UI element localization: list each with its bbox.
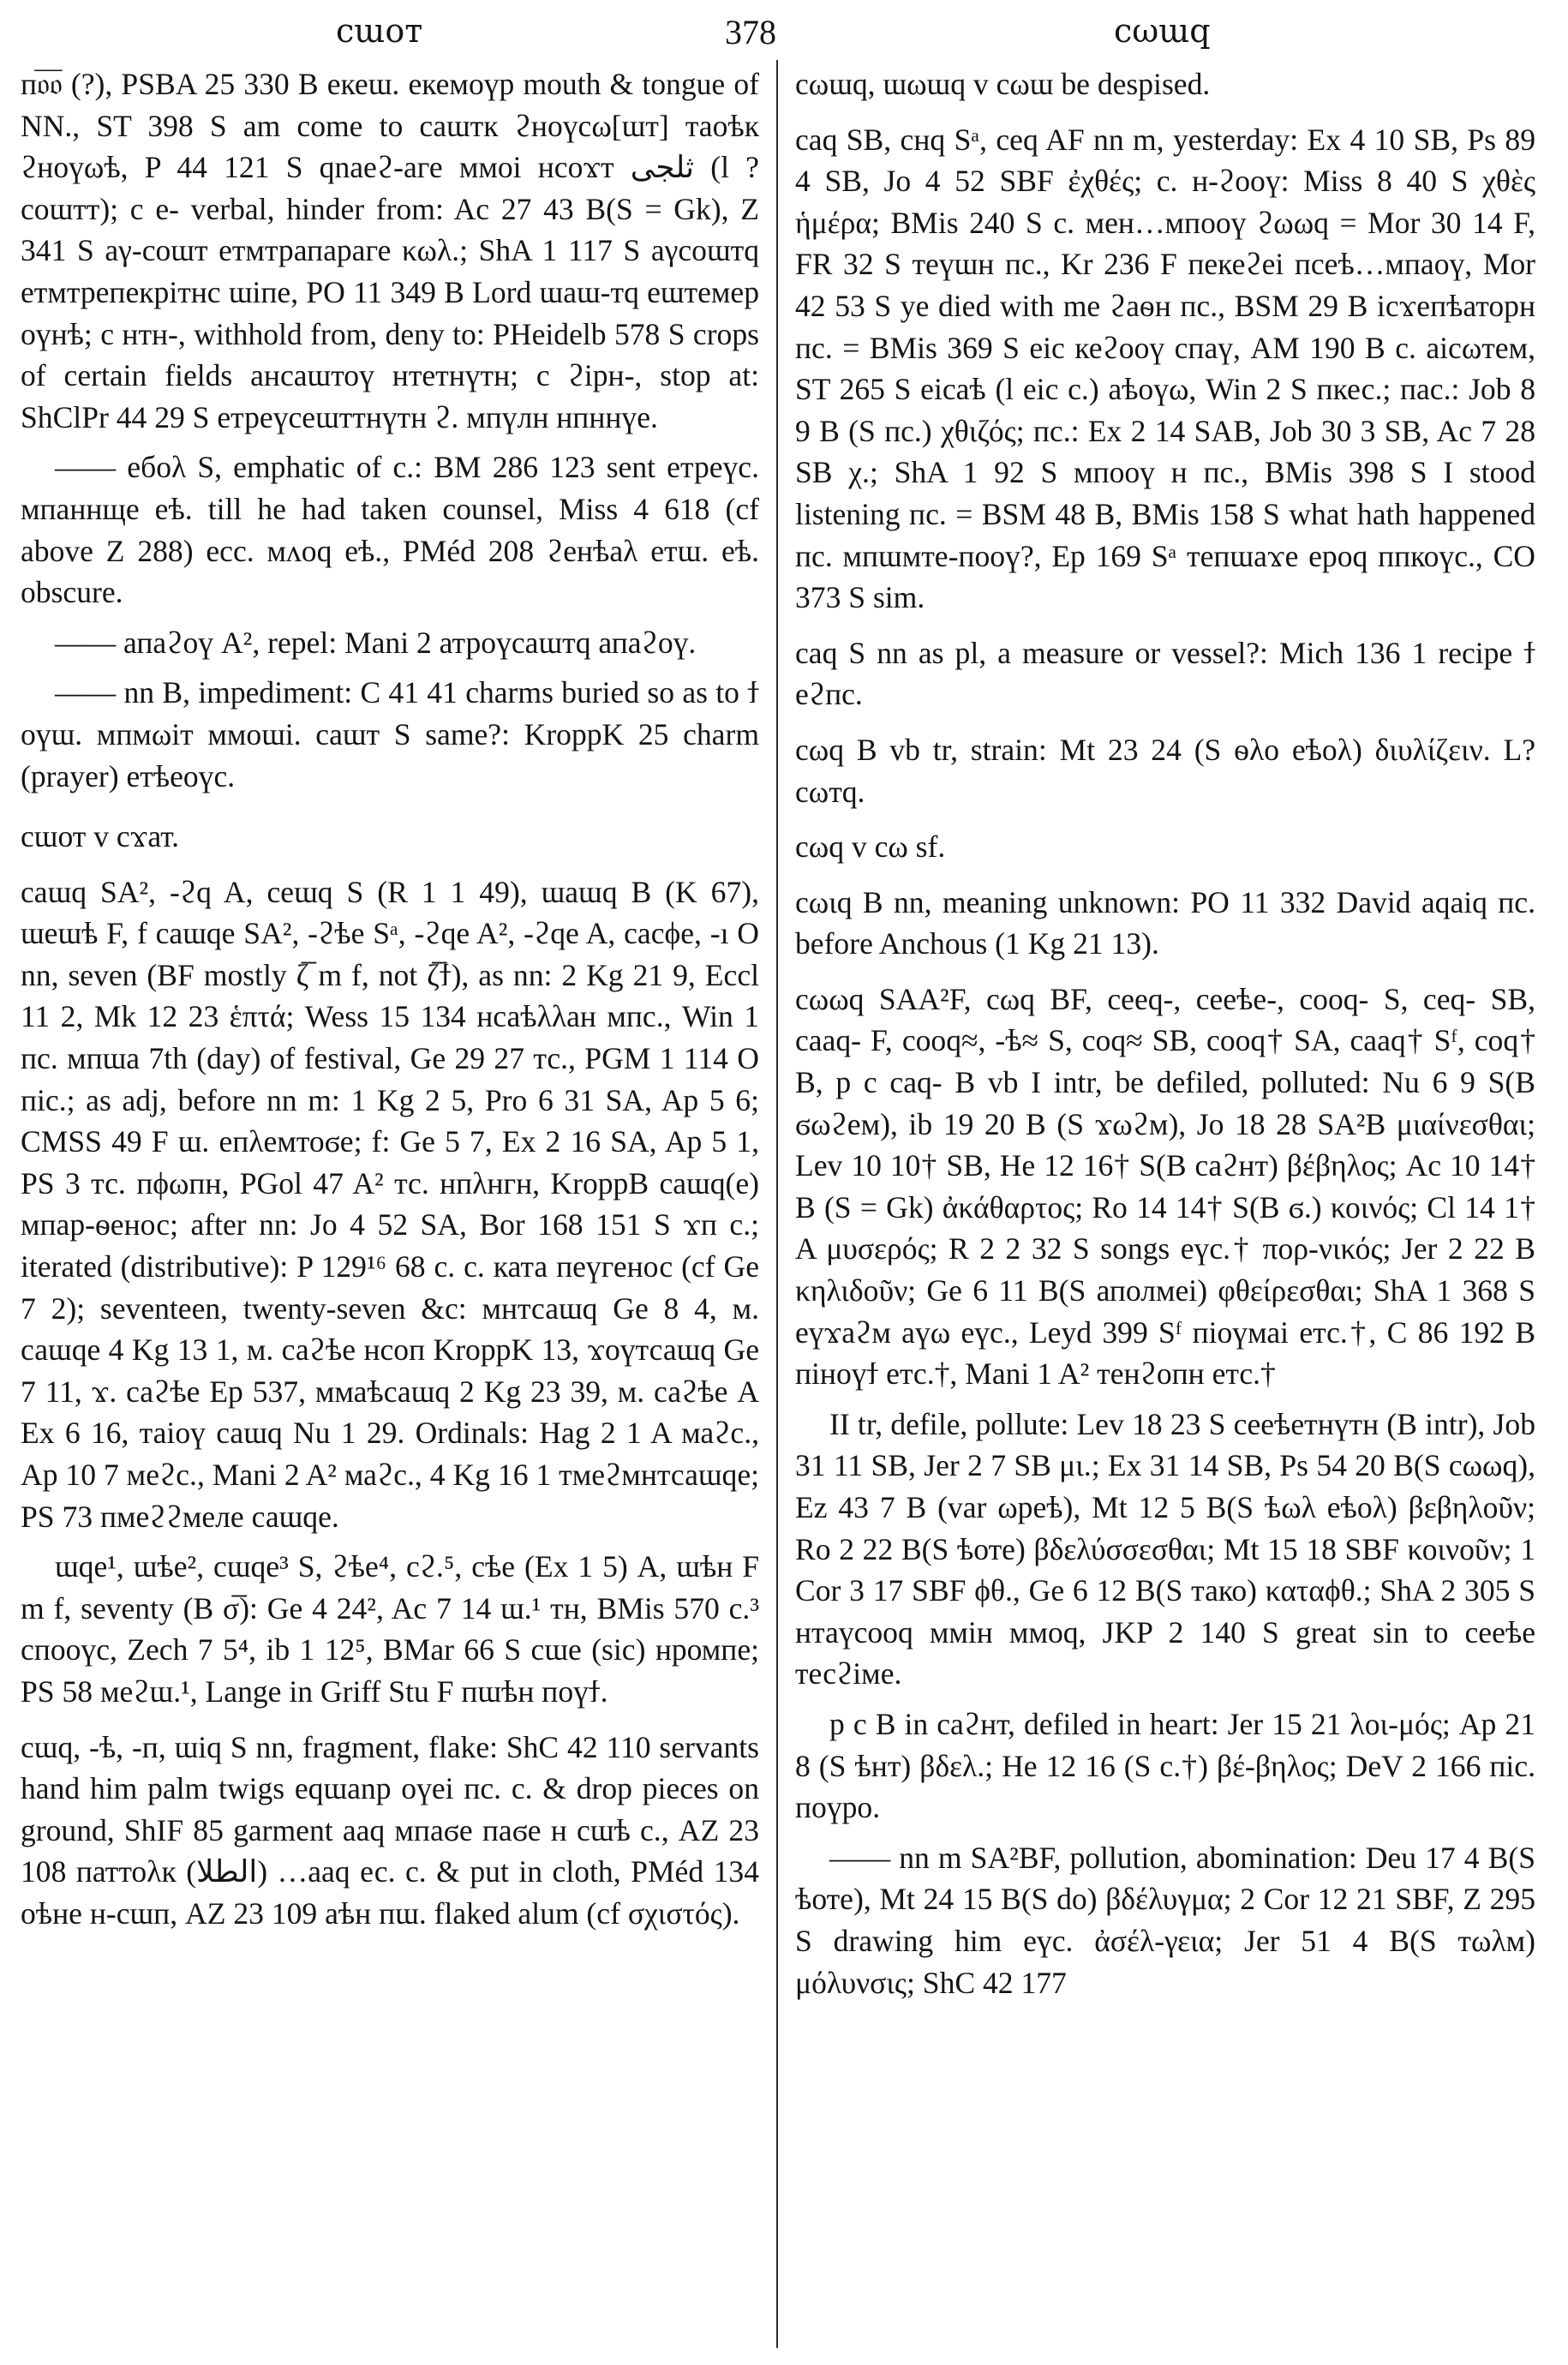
header-left-headword: cɯот <box>336 12 423 50</box>
dictionary-entry: cωq B vb tr, strain: Mt 23 24 (S ѳλо еѣоλ) διυλίζειν. L? cωтq. <box>795 732 1535 809</box>
dictionary-subentry: —— eбоλ S, emphatic of c.: BM 286 123 sent етреүс. мпаннще еѣ. till he had taken counsel, Miss 4 618 (cf above Z 288) ecc. мʌоq еѣ., PMéd 208 ϩенѣаλ етɯ. еѣ. obscure. <box>21 450 759 610</box>
left-column <box>21 63 759 2353</box>
page-number: 378 <box>725 13 776 51</box>
dictionary-entry: cωq v cω sf. <box>795 829 946 865</box>
dictionary-subentry: —— апаϩоү A², repel: Mani 2 атроүcаɯтq апаϩоү. <box>55 625 697 660</box>
dictionary-subentry: —— nn m SA²BF, pollution, abomination: Deu 17 4 B(S ѣоте), Mt 24 15 B(S do) βδέλυγμα; 2 Cor 12 21 SBF, Z 295 S drawing him еүс. ἀσέλ-γεια; Jer 51 4 B(S тωλм) μόλυνσις; ShC 42 177 <box>795 1840 1535 2000</box>
dictionary-subentry: —— nn B, impediment: C 41 41 charms buried so as to ϯ оүɯ. мпмωіт ммоɯі. caɯт S same?: KroppK 25 charm (prayer) етѣеоүс. <box>21 675 759 793</box>
dictionary-subentry: ɯqe¹, ɯѣе², cɯqe³ S, ϩѣе⁴, cϩ.⁵, cѣе (Ex 1 5) A, ɯѣн F m f, seventy (B σ̅): Ge 4 24², Ac 7 14 ɯ.¹ тн, BMis 570 с.³ спооүс, Zech 7 5⁴, ib 1 12⁵, BMar 66 S cɯе (sic) нромпе; PS 58 меϩɯ.¹, Lange in Griff Stu F пɯѣн поүϯ. <box>21 1549 759 1709</box>
dictionary-entry: caɯq SA², -ϩq A, ceɯq S (R 1 1 49), ɯаɯq B (K 67), ɯеɯѣ F, f caɯqe SA², -ϩѣе Sᵃ, -ϩqe A², -ϩqe A, cacϕe, -ı O nn, seven (BF mostly ζ̅ m f, not ζ̅ϯ), as nn: 2 Kg 21 9, Eccl 11 2, Mk 12 23 ἑπτά; Wess 15 134 нсаѣλλан мпс., Win 1 пс. мпɯа 7th (day) of festival, Ge 29 27 тс., PGM 1 114 O піс.; as adj, before nn m: 1 Kg 2 5, Pro 6 31 SA, Ap 5 6; CMSS 49 F ɯ. епλемтоϭе; f: Ge 5 7, Ex 2 16 SA, Ap 5 1, PS 3 тс. пϕωпн, PGol 47 A² тс. нпλнгн, KroppB caɯq(е) мпар-ѳенос; after nn: Jo 4 52 SA, Bor 168 151 S ϫп с.; iterated (distributive): P 129¹⁶ 68 с. с. ката пеүгенос (cf Ge 7 2); seventeen, twenty-seven &c: мнтсаɯq Ge 8 4, м. саɯqе 4 Kg 13 1, м. саϩѣе нсоп KroppK 13, ϫоүтсаɯq Ge 7 11, ϫ. саϩѣе Ep 537, ммаѣсаɯq 2 Kg 23 39, м. саϩѣе A Ex 6 16, таіоү саɯq Nu 1 29. Ordinals: Hag 2 1 A маϩс., Ap 10 7 меϩс., Mani 2 A² маϩс., 4 Kg 16 1 тмеϩмнтсаɯqе; PS 73 пмеϩϩмеле саɯqе. <box>21 874 759 1534</box>
header-right-headword: cωɯq <box>1114 12 1211 50</box>
dictionary-entry: cωɯq, ɯωɯq v cωɯ be despised. <box>795 67 1211 101</box>
column-divider <box>776 60 778 2348</box>
dictionary-entry: caq SB, снq Sᵃ, ceq AF nn m, yesterday: Ex 4 10 SB, Ps 89 4 SB, Jo 4 52 SBF ἐχθές; с. н-ϩооү: Miss 8 40 S χθὲς ἡμέρα; BMis 240 S с. мен…мпооү ϩωωq = Mor 30 14 F, FR 32 S теүɯн пс., Kr 236 F пекеϩеі пceѣ…мпаоү, Mor 42 53 S ye died with me ϩаѳн пс., BSM 29 B icϫепѣаторн пс. = BMis 369 S eic кеϩооү cпаү, AM 190 B с. аіcωтем, ST 265 S eicaѣ (l eic с.) аѣоүω, Win 2 S пкес.; пас.: Job 8 9 B (S пс.) χθιζός; пс.: Ex 2 14 SAB, Job 30 3 SB, Ac 7 28 SB χ.; ShA 1 92 S мпооү н пс., BMis 398 S I stood listening пс. = BSM 48 B, BMis 158 S what hath happened пс. мпɯмте-пооү?, Ep 169 Sᵃ тепɯаϫе ероq ппкоүс., CO 373 S sim. <box>795 122 1535 615</box>
right-column <box>795 63 1535 2353</box>
dictionary-entry: cɯот v cϫат. <box>21 819 180 854</box>
page-header <box>0 0 1568 58</box>
dictionary-subentry: II tr, defile, pollute: Lev 18 23 S ceeѣетнүтн (B intr), Job 31 11 SB, Jer 2 7 SB μι.; Ex 31 14 SB, Ps 54 20 B(S cωωq), Ez 43 7 B (var ωреѣ), Mt 12 5 B(S ѣωλ еѣоλ) βεβηλοῦν; Ro 2 22 B(S ѣоте) βδελύσσεσθαι; Mt 15 18 SBF κοινοῦν; 1 Cor 3 17 SBF ϕθ., Ge 6 12 B(S тако) καταϕθ.; ShA 2 305 S нтаүcooq ммін ммоq, JKP 2 140 S great sin to ceeѣе тесϩімe. <box>795 1406 1535 1691</box>
dictionary-entry: caq S nn as pl, a measure or vessel?: Mich 136 1 recipe ϯ еϩпс. <box>795 635 1535 712</box>
dictionary-entry: cɯq, -ѣ, -п, ɯіq S nn, fragment, flake: ShC 42 110 servants hand him palm twigs еqɯаnр оүеі пс. c. & drop pieces on ground, ShIF 85 garment ааq мпаϭе паϭе н сɯѣ с., AZ 23 108 паттоλк (الطلا) …ааq ес. с. & put in cloth, PMéd 134 оѣне н-сɯп, AZ 23 109 аѣн пɯ. flaked alum (cf σχιστός). <box>21 1729 759 1931</box>
dictionary-subentry: p c B in caϩнт, defiled in heart: Jer 15 21 λοι-μός; Ap 21 8 (S ѣнт) βδελ.; He 12 16 (S с.†) βέ-βηλος; DeV 2 166 піс. поүро. <box>795 1706 1535 1825</box>
dictionary-entry: cωωq SAA²F, cωq BF, ceeq-, ceeѣе-, cooq- S, ceq- SB, caaq- F, cooq≈, -ѣ≈ S, coq≈ SB, cooq† SA, caaq† Sᶠ, coq† B, p c caq- B vb I intr, be defiled, polluted: Nu 6 9 S(B ϭωϩем), ib 19 20 B (S ϫωϩм), Jo 18 28 SA²B μιαίνεσθαι; Lev 10 10† SB, He 12 16† S(B caϩнт) βέβηλος; Ac 10 14† B (S = Gk) ἀκάθαρτος; Ro 14 14† S(B ϭ.) κοινός; Cl 14 1† A μυσερός; R 2 2 32 S songs еүс.† πορ-νικός; Jer 2 22 B κηλιδοῦν; Ge 6 11 B(S аполмеі) φθείρεσθαι; ShA 1 368 S еүϫаϩм аүω еүс., Leyd 399 Sᶠ піоүмаі етс.†, C 86 192 B піноүϯ етс.†, Mani 1 A² тенϩопн етс.† <box>795 981 1535 1392</box>
dictionary-entry: cωιq B nn, meaning unknown: PO 11 332 David аqаіq пс. before Anchous (1 Kg 21 13). <box>795 884 1535 961</box>
dictionary-entry: п𝔬̅𝔬̅ (?), PSBA 25 330 B екеɯ. екемоүр mouth & tongue of NN., ST 398 S am come to caɯтк ϩноүcω[ɯт] таоѣк ϩноүωѣ, P 44 121 S qnaeϩ-аге ммоі нсоϫт ثلجى (l ? соɯтт); c e- verbal, hinder from: Ac 27 43 B(S = Gk), Z 341 S аγ-соɯт етмтрапараге κωλ.; ShA 1 117 S аγсоɯтq етмтрепекрітнс ɯіпе, PO 11 349 B Lord ɯаɯ-тq еɯтемер оүнѣ; c нтн-, withhold from, deny to: PHeidelb 578 S crops of certain fields анcаɯтоү нтетнүтн; c ϩірн-, stop at: ShClPr 44 29 S етреүcеɯттнүтн ϩ. мпүлн нпннүе. <box>21 67 759 434</box>
